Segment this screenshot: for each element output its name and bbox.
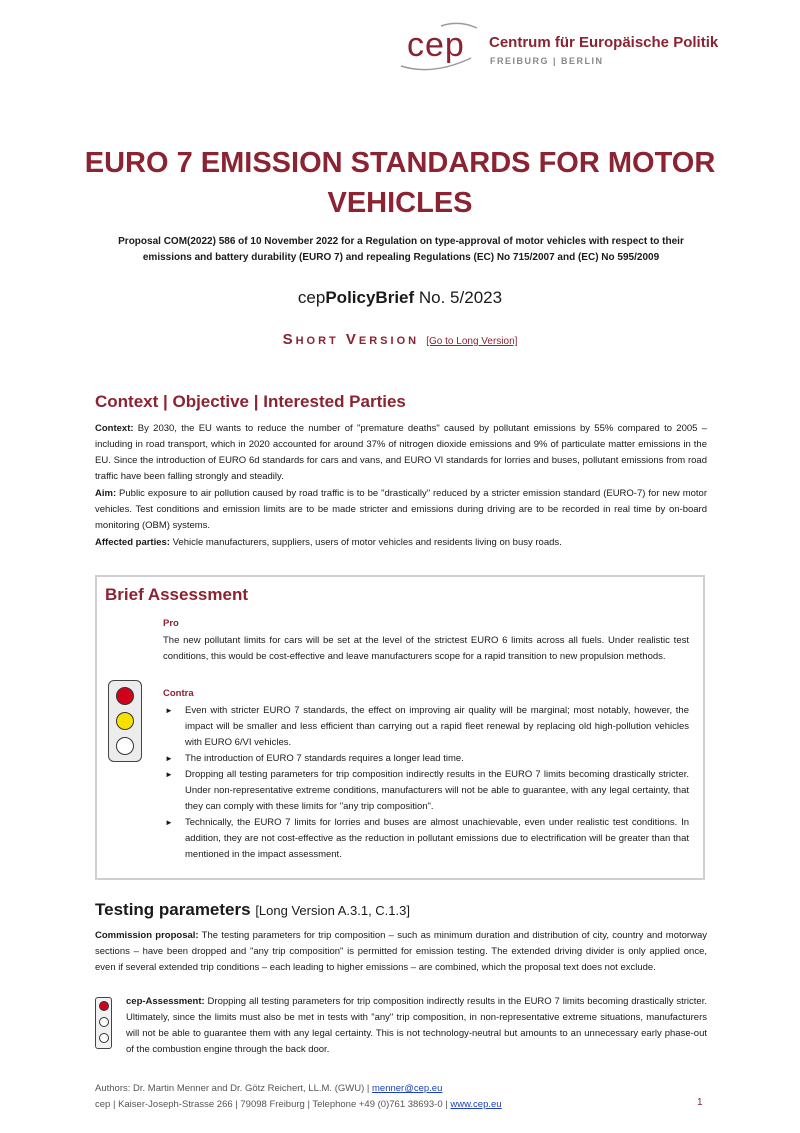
brief-assessment-box [95,575,705,880]
bullet-icon: ► [165,818,173,827]
footer-authors: Authors: Dr. Martin Menner and Dr. Götz Reichert, LL.M. (GWU) | [95,1083,372,1094]
footer-authors-line [95,1081,502,1097]
pro-label: Pro [163,618,179,629]
assessment-heading: Brief Assessment [105,585,248,604]
traffic-light-icon [108,680,142,762]
header [385,20,785,75]
list-item [163,751,689,767]
testing-reference: [Long Version A.3.1, C.1.3] [255,903,410,918]
footer [95,1081,502,1113]
title-line-1: EURO 7 EMISSION STANDARDS FOR MOTOR [84,147,716,179]
list-item [163,815,689,863]
org-location: FREIBURG | BERLIN [490,56,604,66]
pro-text: The new pollutant limits for cars will be set at the level of the strictest EURO 6 limits across all fuels. Under realistic test conditions, this would be cost-effective and leave manufacturers scope for a rapid transition to new propulsion methods. [163,635,689,662]
yellow-lamp-off-icon [99,1017,109,1027]
context-text: By 2030, the EU wants to reduce the number of "premature deaths" caused by pollutant emissions by 55% compared to 2005 – including in road transport, which in 2020 accounted for around 37% of nitrogen dioxide emissions and 9% of particulate matter emissions in the EU. Since the introduction of EURO 6d standards for cars and vans, and EURO VI standards for lorries and buses, pollutant emissions from road traffic have been falling strongly and steadily. [95,423,707,482]
footer-address: cep | Kaiser-Joseph-Strasse 266 | 79098 Freiburg | Telephone +49 (0)761 38693-0 | [95,1099,451,1110]
footer-address-line [95,1097,502,1113]
aim-label: Aim: [95,488,117,499]
author-email-link[interactable]: menner@cep.eu [372,1083,443,1094]
brief-bold: PolicyBrief [325,288,415,307]
context-label: Context: [95,423,134,434]
red-lamp-icon [99,1001,109,1011]
commission-proposal-label: Commission proposal: [95,930,199,941]
brief-prefix: cep [297,288,326,307]
contra-item-text: Dropping all testing parameters for trip composition indirectly results in the EURO 7 limits becoming drastically stricter. Under non-representative extreme conditions, manufacturers will not be able to guarantee, with any legal certainty, that they can comply with these limits for "any trip composition". [185,769,689,812]
policy-brief-number [0,288,800,308]
bullet-icon: ► [165,754,173,763]
contra-list [163,703,689,863]
testing-title: Testing parameters [95,900,251,919]
short-version-heading [0,331,800,348]
document-title [60,143,740,223]
short-version-label: Short Version [282,331,420,348]
commission-proposal-text: The testing parameters for trip composition – such as minimum duration and distribution of city, country and motorway sections – have been dropped and "any trip composition" is permitted for emission testing. The extended driving divider is only applied once, even if several extended trip conditions – each leading to higher emissions – are combined, which the proposal text does not exclude. [95,930,707,973]
yellow-lamp-icon [116,712,134,730]
aim-paragraph [95,486,707,534]
contra-item-text: The introduction of EURO 7 standards requires a longer lead time. [185,753,464,764]
small-traffic-light-icon [95,997,112,1049]
proposal-reference: Proposal COM(2022) 586 of 10 November 2022 for a Regulation on type-approval of motor vehicles with respect to their emissions and battery durability (EURO 7) and repealing Regulations (EC) No 715/2007 and (EC) No 595/2009 [118,236,684,263]
aim-text: Public exposure to air pollution caused by road traffic is to be "drastically" reduced by a stricter emission standard (EURO-7) for new motor vehicles. Test conditions and emission limits are to be made stricter and emissions during driving are to be recorded in real time by on-board monitoring (OBM) systems. [95,488,707,531]
context-heading: Context | Objective | Interested Parties [95,392,406,411]
context-paragraph [95,421,707,485]
bullet-icon: ► [165,770,173,779]
long-version-link[interactable]: [Go to Long Version] [426,336,518,347]
contra-item-text: Even with stricter EURO 7 standards, the effect on improving air quality will be marginal; most notably, however, the impact will be smaller and less efficient than carrying out a rapid fleet renewal by replacing old high-pollution vehicles with EURO 6/VI vehicles. [185,705,689,748]
testing-heading [95,900,410,920]
green-lamp-off-icon [116,737,134,755]
brief-number: No. 5/2023 [414,288,503,307]
green-lamp-off-icon [99,1033,109,1043]
contra-label: Contra [163,688,194,699]
affected-paragraph [95,535,707,551]
list-item [163,703,689,751]
cep-assessment-paragraph [126,994,707,1058]
list-item [163,767,689,815]
contra-item-text: Technically, the EURO 7 limits for lorries and buses are almost unachievable, even under realistic test conditions. In addition, they are not cost-effective as the reduction in pollutant emissions due to electrification will be greater than that mentioned in the impact assessment. [185,817,689,860]
cep-assessment-label: cep-Assessment: [126,996,205,1007]
red-lamp-icon [116,687,134,705]
bullet-icon: ► [165,706,173,715]
org-name: Centrum für Europäische Politik [489,34,719,51]
affected-text: Vehicle manufacturers, suppliers, users of motor vehicles and residents living on busy roads. [169,537,562,548]
cep-assessment-text: Dropping all testing parameters for trip composition indirectly results in the EURO 7 limits becoming drastically stricter. Ultimately, since the limits must also be met in tests with "any" trip composition, in non-representative extreme situations, manufacturers will not be able to guarantee them with any legal certainty. This is not technology-neutral but amounts to an unnecessary early phase-out of the combustion engine through the back door. [126,996,707,1055]
commission-proposal-paragraph [95,928,707,976]
website-link[interactable]: www.cep.eu [450,1099,502,1110]
affected-label: Affected parties: [95,537,170,548]
page-number: 1 [697,1097,703,1108]
title-line-2: VEHICLES [327,187,473,219]
logo-text: cep [407,26,465,64]
